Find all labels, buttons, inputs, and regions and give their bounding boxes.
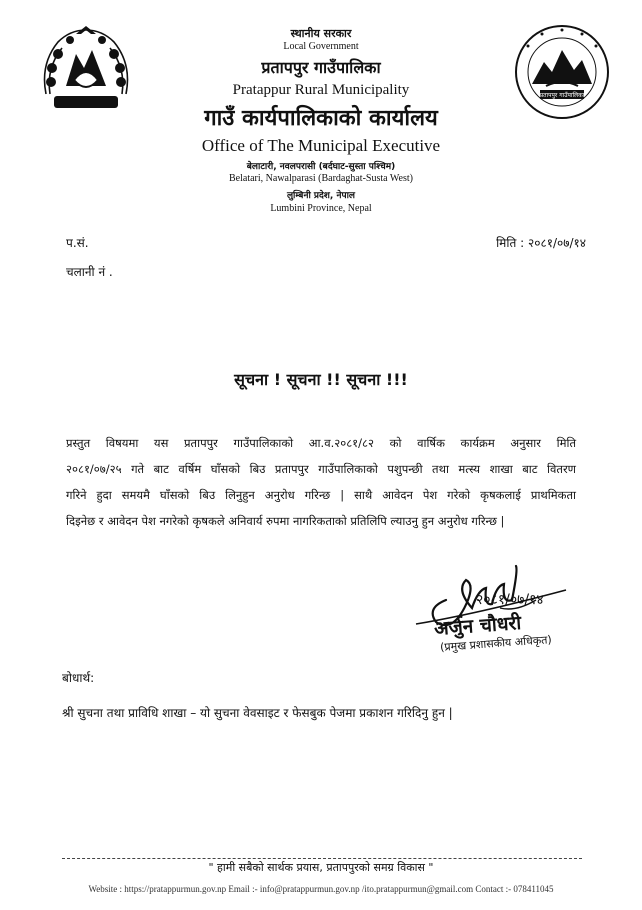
cc-label: बोधार्थ: [62, 671, 95, 685]
notice-title: सूचना ! सूचना !! सूचना !!! [234, 370, 408, 389]
letter-date: मिति : २०८१/०७/१४ [496, 236, 586, 250]
footer-divider [62, 858, 582, 859]
notice-body [66, 430, 576, 534]
address-np: बेलाटारी, नवलपरासी (बर्दघाट-सुस्ता पश्चिम) [246, 162, 396, 172]
dispatch-number: चलानी नं . [66, 265, 113, 279]
notice-line: गरिने हुदा समयमै घाँसको बिउ लिनुहुन अनुरोध गरिन्छ | साथै आवेदन पेश गरेको कृषकलाई प्राथमिकता [66, 488, 576, 502]
signatory-title-stamp: (प्रमुख प्रशासकीय अधिकृत) [439, 633, 553, 654]
local-government-np: स्थानीय सरकार [290, 27, 352, 40]
signatory-name-stamp: अर्जुन चौधरी [433, 611, 522, 641]
notice-line: २०८१/०७/२५ गते बाट वर्षिम घाँसको बिउ प्रतापपुर गाउँपालिकाको पशुपन्छी तथा मत्स्य शाखा बाट वितरण [66, 462, 576, 476]
province-en: Lumbini Province, Nepal [270, 203, 372, 214]
footer-slogan: " हामी सबैको सार्थक प्रयास, प्रतापपुरको समग्र विकास " [208, 861, 434, 874]
notice-line: दिइनेछ र आवेदन पेश नगरेको कृषकले अनिवार्य रुपमा नागरिकताको प्रतिलिपि ल्याउनु हुन अनुरोध गरिन्छ | [66, 514, 505, 528]
notice-line: प्रस्तुत विषयमा यस प्रतापपुर गाउँपालिकाको आ.व.२०८१/८२ को वार्षिक कार्यक्रम अनुसार मिति [66, 436, 576, 450]
footer-contact: Website : https://pratappurmun.gov.np Email :- info@pratappurmun.gov.np /ito.pratappurmun@gmail.com Contact :- 078411045 [88, 884, 554, 894]
municipality-name-np: प्रतापपुर गाउँपालिका [261, 58, 381, 77]
local-government-en: Local Government [283, 41, 359, 52]
municipality-name-en: Pratappur Rural Municipality [232, 82, 410, 98]
address-en: Belatari, Nawalparasi (Bardaghat-Susta West) [229, 173, 413, 184]
seal-text: प्रतापपुर गाउँपालिका [539, 92, 585, 99]
reference-number: प.सं. [66, 236, 89, 250]
office-title-en: Office of The Municipal Executive [201, 136, 441, 155]
province-np: लुम्बिनी प्रदेश, नेपाल [286, 191, 356, 201]
cc-recipient: श्री सुचना तथा प्राविधि शाखा – यो सुचना वेवसाइट र फेसबुक पेजमा प्रकाशन गरिदिनु हुन | [62, 706, 453, 720]
signature-date: २०८१/०७/१४ [476, 592, 544, 608]
office-title-np: गाउँ कार्यपालिकाको कार्यालय [204, 106, 438, 131]
